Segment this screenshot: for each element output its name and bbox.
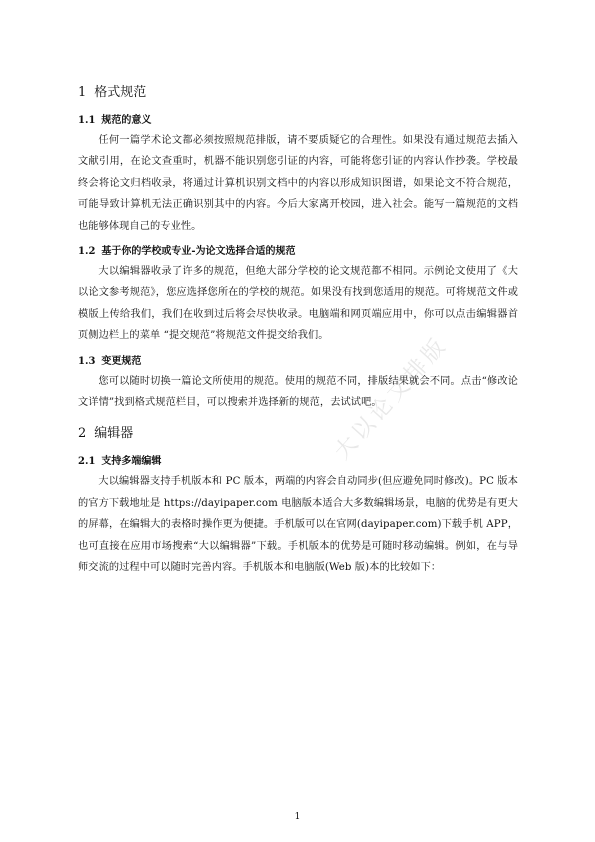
- section-heading-2: 2 编辑器: [78, 426, 134, 442]
- subsection-title: 基于你的学校或专业-为论文选择合适的规范: [101, 246, 296, 258]
- subsection-title: 变更规范: [101, 355, 142, 367]
- page-content: [78, 82, 518, 579]
- subsection-heading-2-1: 2.1 支持多端编辑: [78, 456, 162, 468]
- subsection-heading-1-1: 1.1 规范的意义: [78, 115, 152, 126]
- subsection-heading-1-2: 1.2 基于你的学校或专业-为论文选择合适的规范: [78, 246, 296, 258]
- subsection-title: 规范的意义: [101, 115, 152, 126]
- paragraph: 您可以随时切换一篇论文所使用的规范。使用的规范不同，排版结果就会不同。点击“修改论文详情”找到格式规范栏目，可以搜索并选择新的规范，去试试吧。: [78, 375, 518, 409]
- page-number: 1: [294, 812, 301, 822]
- subsection-heading-1-3: 1.3 变更规范: [78, 355, 142, 367]
- section-title: 编辑器: [94, 426, 134, 442]
- section-heading-1: 1 格式规范: [78, 85, 147, 100]
- paragraph: 任何一篇学术论文都必须按照规范排版，请不要质疑它的合理性。如果没有通过规范去插入文献引用，在论文查重时，机器不能识别您引证的内容，可能将您引证的内容认作抄袭。学校最终会将论文归档收录，将通过计算机识别文档中的内容以形成知识图谱，如果论文不符合规范，可能导致计算机无法正确识别其中的内容。今后大家离开校园，进入社会。能写一篇规范的文档也能够体现自己的专业性。: [78, 135, 518, 232]
- watermark: 大以论文排版: [330, 332, 454, 465]
- paragraph: 大以编辑器收录了许多的规范，但绝大部分学校的论文规范都不相同。示例论文使用了《大以论文参考规范》，您应选择您所在的学校的规范。如果没有找到您适用的规范。可将规范文件或模版上传给我们，我们在收到过后将会尽快收录。电脑端和网页端应用中，你可以点击编辑器首页侧边栏上的菜单 “提交规范”将规范文件提交给我们。: [78, 266, 518, 342]
- paragraph: 大以编辑器支持手机版本和 PC 版本，两端的内容会自动同步(但应避免同时修改)。PC 版本的官方下载地址是 https://dayipaper.com 电脑版本适合大多数编辑场景，电脑的优势是有更大的屏幕，在编辑大的表格时操作更为便捷。手机版可以在官网(dayipaper.com)下载手机 APP，也可直接在应用市场搜索“大以编辑器”下载。手机版本的优势是可随时移动编辑。例如，在与导师交流的过程中可以随时完善内容。手机版本和电脑版(Web 版)本的比较如下：: [78, 476, 518, 574]
- section-title: 格式规范: [94, 85, 147, 100]
- subsection-title: 支持多端编辑: [101, 456, 162, 468]
